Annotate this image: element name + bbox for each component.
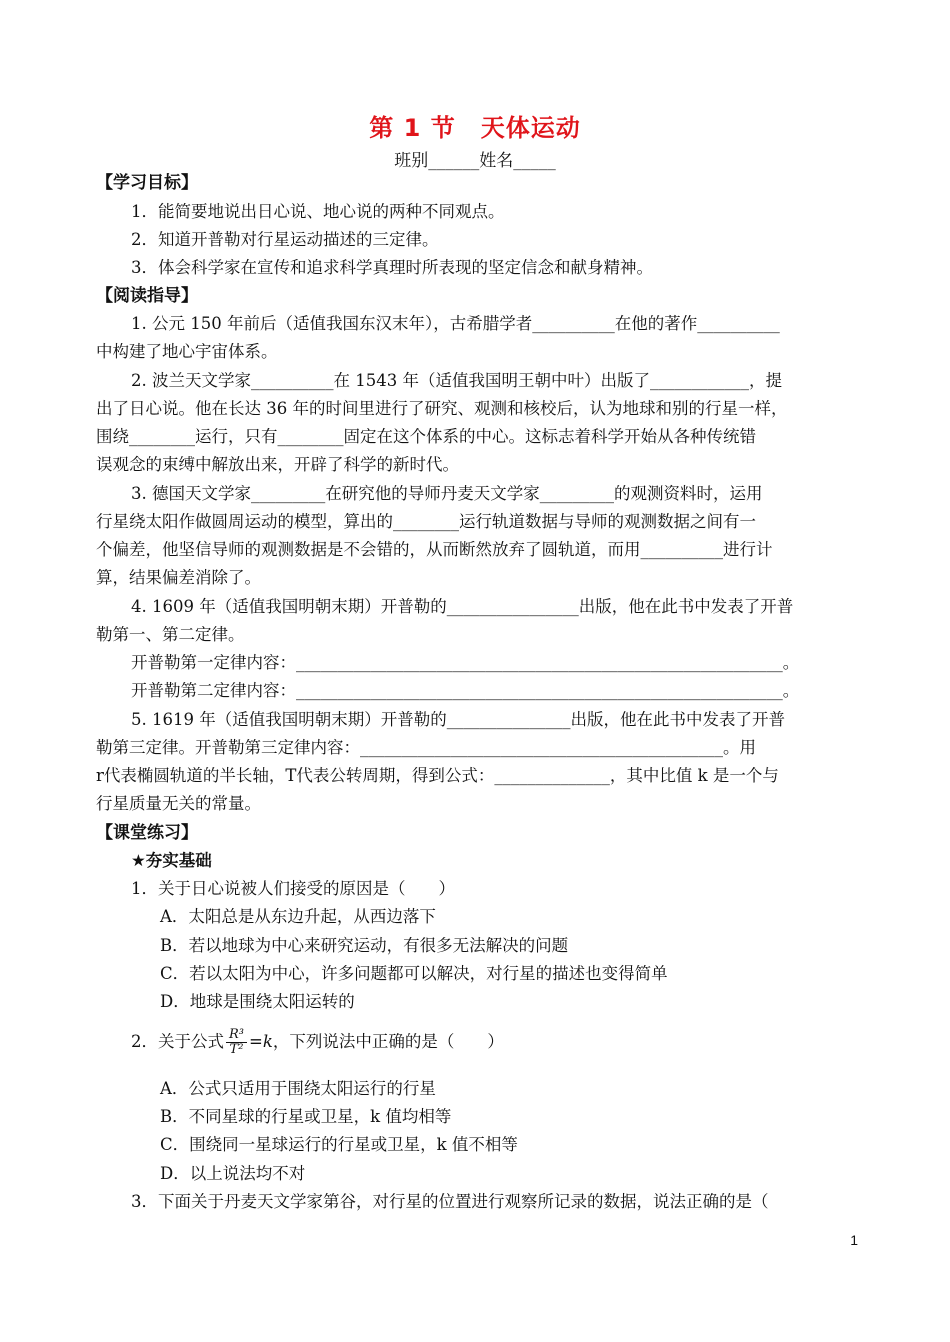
- page-number: 1: [850, 1232, 858, 1248]
- reading-line: 行星质量无关的常量。: [96, 794, 261, 813]
- question-1-option: B．若以地球为中心来研究运动，有很多无法解决的问题: [160, 936, 569, 955]
- formula-rhs: =k: [249, 1032, 273, 1051]
- reading-line: 勒第三定律。开普勒第三定律内容：____________________________________________。用: [96, 738, 756, 757]
- reading-line: 行星绕太阳作做圆周运动的模型，算出的________运行轨道数据与导师的观测数据之间有一: [96, 512, 756, 531]
- goal-item: 3．体会科学家在宣传和追求科学真理时所表现的坚定信念和献身精神。: [131, 258, 653, 277]
- reading-line: 4. 1609 年（适值我国明朝末期）开普勒的________________出版，他在此书中发表了开普: [131, 597, 794, 616]
- reading-line: r代表椭圆轨道的半长轴，T代表公转周期，得到公式：______________，其中比值 k 是一个与: [96, 766, 779, 785]
- practice-subheader: ★夯实基础: [131, 851, 212, 870]
- formula-numerator: R³: [226, 1028, 247, 1043]
- question-2-stem-prefix: 2．关于公式: [131, 1032, 224, 1051]
- reading-line: 2. 波兰天文学家__________在 1543 年（适值我国明王朝中叶）出版了____________，提: [131, 371, 782, 390]
- question-2-option: D．以上说法均不对: [160, 1164, 306, 1183]
- question-3-stem: 3．下面关于丹麦天文学家第谷，对行星的位置进行观察所记录的数据，说法正确的是（: [131, 1192, 769, 1211]
- goals-header: 【学习目标】: [96, 173, 198, 193]
- question-2-option: B．不同星球的行星或卫星，k 值均相等: [160, 1107, 452, 1126]
- question-1-option: A．太阳总是从东边升起，从西边落下: [160, 907, 436, 926]
- reading-line: 个偏差，他坚信导师的观测数据是不会错的，从而断然放弃了圆轨道，而用__________进行计: [96, 540, 773, 559]
- reading-line: 误观念的束缚中解放出来，开辟了科学的新时代。: [96, 455, 459, 474]
- reading-line: 中构建了地心宇宙体系。: [96, 342, 278, 361]
- class-name-line: 班别______姓名_____: [394, 151, 556, 171]
- question-2-option: A．公式只适用于围绕太阳运行的行星: [160, 1079, 436, 1098]
- goal-item: 1．能简要地说出日心说、地心说的两种不同观点。: [131, 202, 505, 221]
- reading-line: 勒第一、第二定律。: [96, 625, 245, 644]
- question-1-stem: 1．关于日心说被人们接受的原因是（ ）: [131, 879, 455, 898]
- goal-item: 2．知道开普勒对行星运动描述的三定律。: [131, 230, 439, 249]
- formula-denominator: T²: [229, 1042, 244, 1057]
- reading-line: 算，结果偏差消除了。: [96, 568, 261, 587]
- question-1-option: C．若以太阳为中心，许多问题都可以解决，对行星的描述也变得简单: [160, 964, 668, 983]
- page-title: 第 1 节 天体运动: [369, 114, 581, 142]
- question-1-option: D．地球是围绕太阳运转的: [160, 992, 355, 1011]
- question-2-option: C．围绕同一星球运行的行星或卫星，k 值不相等: [160, 1135, 518, 1154]
- question-2-stem-suffix: ，下列说法中正确的是（ ）: [272, 1032, 504, 1051]
- kepler-second-law-blank: 开普勒第二定律内容：___________________________________________________________。: [131, 681, 800, 700]
- reading-line: 1. 公元 150 年前后（适值我国东汉末年），古希腊学者__________在他的著作__________: [131, 314, 780, 333]
- practice-header: 【课堂练习】: [96, 823, 198, 843]
- question-2-stem: [131, 1028, 504, 1057]
- reading-line: 围绕________运行，只有________固定在这个体系的中心。这标志着科学开始从各种传统错: [96, 427, 756, 446]
- kepler-first-law-blank: 开普勒第一定律内容：___________________________________________________________。: [131, 653, 800, 672]
- reading-line: 3. 德国天文学家_________在研究他的导师丹麦天文学家_________的观测资料时，运用: [131, 484, 763, 503]
- reading-line: 5. 1619 年（适值我国明朝末期）开普勒的_______________出版，他在此书中发表了开普: [131, 710, 785, 729]
- reading-line: 出了日心说。他在长达 36 年的时间里进行了研究、观测和核校后，认为地球和别的行星一样，: [96, 399, 788, 418]
- kepler-formula: [226, 1028, 247, 1057]
- reading-header: 【阅读指导】: [96, 286, 198, 306]
